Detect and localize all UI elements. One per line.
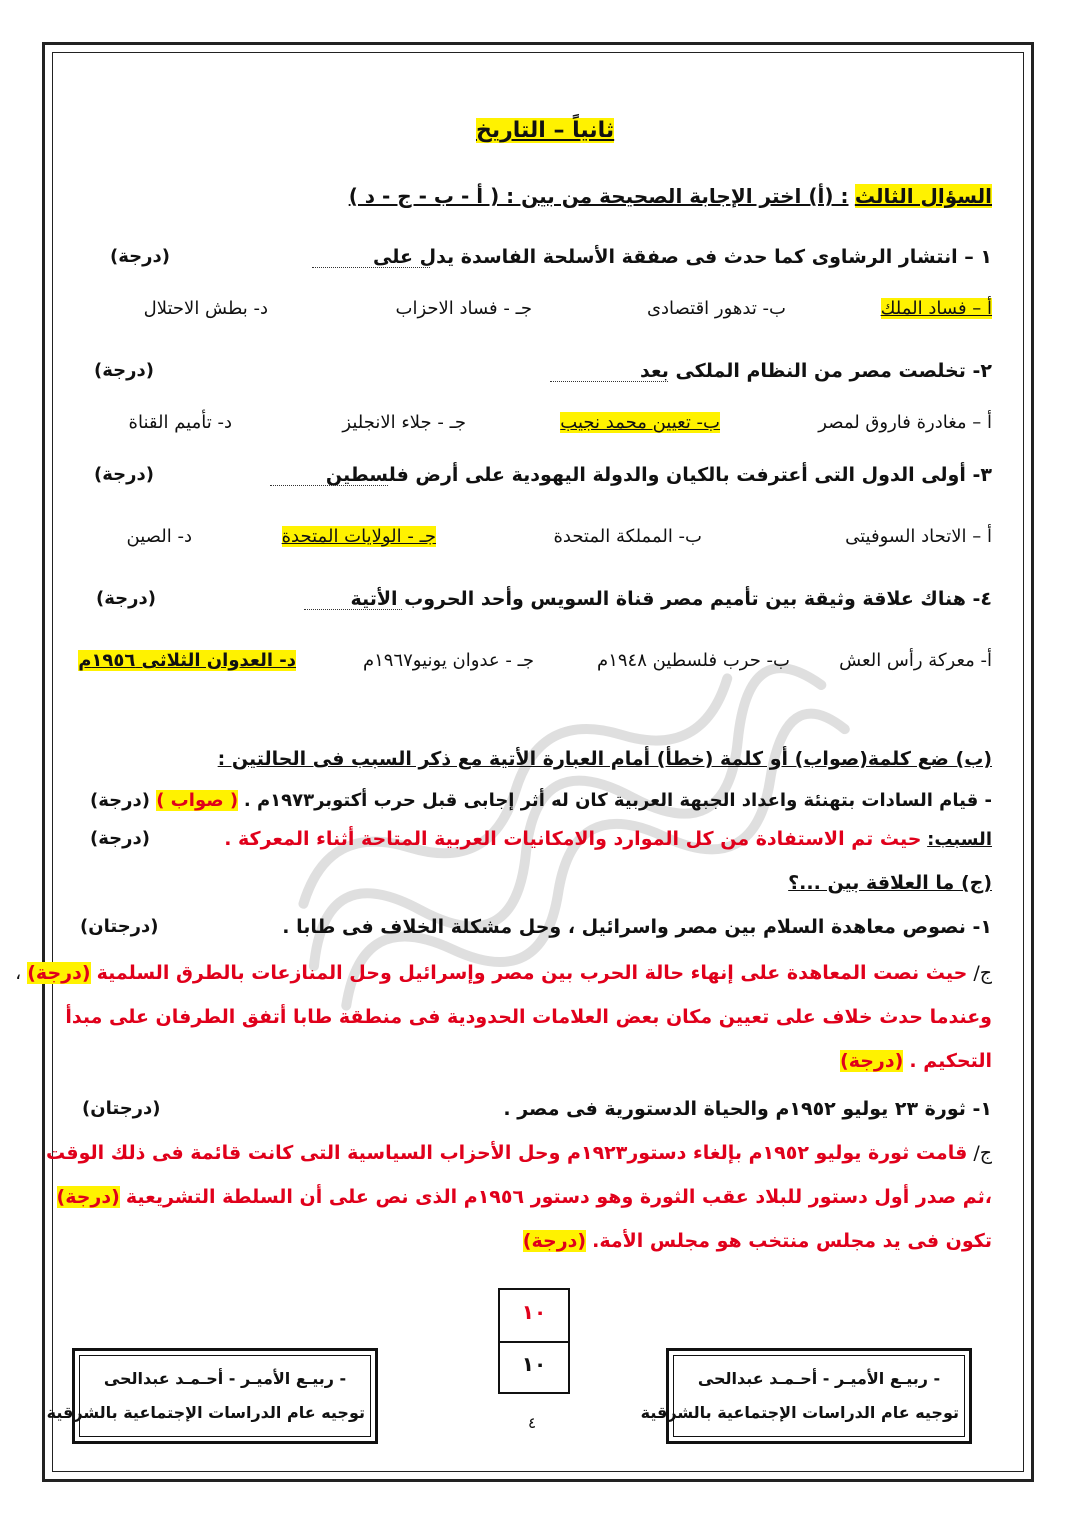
section-title: ثانياً – التاريخ <box>476 118 615 143</box>
score-total: ١٠ <box>521 1352 547 1376</box>
part-b-reason-text: حيث تم الاستفادة من كل الموارد والامكانيات العربية المتاحة أثناء المعركة . <box>224 828 922 850</box>
option-4c: جـ - عدوان يونيو١٩٦٧م <box>362 650 534 671</box>
score-divider <box>500 1341 568 1343</box>
answer-1-text-2: وعندما حدث خلاف على تعيين مكان بعض العلامات الحدودية فى منطقة طابا أتفق الطرفان على مبدأ <box>65 1006 992 1028</box>
answer-blank-2 <box>550 380 668 382</box>
option-1d: د- بطش الاحتلال <box>143 298 268 319</box>
option-4a: أ- معركة رأس العش <box>839 650 992 671</box>
q3-label: السؤال الثالث <box>854 184 992 208</box>
answer-blank-1 <box>312 266 430 268</box>
grade-2: (درجة) <box>94 360 154 381</box>
q3-instruction: : (أ) اختر الإجابة الصحيحة من بين : ( أ - ب - ج - د ) <box>348 184 849 208</box>
page-number: ٤ <box>528 1414 537 1432</box>
part-b-reason-line <box>224 828 992 850</box>
answer-1-grade-2: (درجة) <box>840 1050 904 1072</box>
option-2b: ب- تعيين محمد نجيب <box>560 412 720 433</box>
part-b-statement-line <box>156 790 992 811</box>
q3-header <box>349 184 992 208</box>
part-c-q2-grade: (درجتان) <box>82 1098 161 1119</box>
part-c-question-2: ١- ثورة ٢٣ يوليو ١٩٥٢م والحياة الدستورية فى مصر . <box>503 1098 992 1120</box>
answer-1-comma: ، <box>15 962 22 984</box>
question-1: ١ – انتشار الرشاوى كما حدث فى صفقة الأسلحة الفاسدة يدل على <box>373 246 992 268</box>
signature-left-office: توجيه عام الدراسات الإجتماعية بالشرقية <box>46 1403 365 1422</box>
part-c-answer-2-line-1 <box>46 1142 992 1164</box>
option-1b: ب- تدهور اقتصادى <box>646 298 786 319</box>
option-3b: ب- المملكة المتحدة <box>553 526 702 547</box>
part-c-answer-2-line-2 <box>57 1186 992 1208</box>
part-b-grade-1: (درجة) <box>90 790 150 811</box>
part-b-answer: ( صواب ) <box>156 790 239 811</box>
option-3c: جـ - الولايات المتحدة <box>281 526 436 547</box>
option-2c: جـ - جلاء الانجليز <box>342 412 466 433</box>
part-c-title: (ج) ما العلاقة بين ...؟ <box>788 872 992 894</box>
question-3: ٣- أولى الدول التى أعترفت بالكيان والدولة اليهودية على أرض فلسطين <box>325 464 992 486</box>
answer-2-text-3: تكون فى يد مجلس منتخب هو مجلس الأمة. <box>592 1230 992 1252</box>
option-2a: أ – مغادرة فاروق لمصر <box>818 412 992 433</box>
part-b-reason-label: السبب: <box>927 829 992 850</box>
option-2d: د- تأميم القناة <box>128 412 232 433</box>
part-c-answer-1-line-1 <box>15 962 992 984</box>
answer-blank-4 <box>304 608 402 610</box>
score-box <box>498 1288 570 1394</box>
answer-2-text-2: ،ثم صدر أول دستور للبلاد عقب الثورة وهو دستور ١٩٥٦م الذى نص على أن السلطة التشريعية <box>125 1186 992 1208</box>
option-4b: ب- حرب فلسطين ١٩٤٨م <box>597 650 790 671</box>
signature-box-left <box>46 1348 378 1444</box>
score-earned: ١٠ <box>521 1300 547 1324</box>
option-1c: جـ - فساد الاحزاب <box>395 298 532 319</box>
part-c-answer-1-line-3 <box>840 1050 992 1072</box>
option-3d: د- الصين <box>126 526 192 547</box>
answer-2-grade-2: (درجة) <box>522 1230 587 1252</box>
option-4d: د- العدوان الثلاثى ١٩٥٦م <box>78 650 296 671</box>
answer-2-text-1: قامت ثورة يوليو ١٩٥٢م بإلغاء دستور١٩٢٣م وحل الأحزاب السياسية التى كانت قائمة فى ذلك الوقت <box>46 1142 968 1164</box>
option-3a: أ – الاتحاد السوفيتى <box>845 526 992 547</box>
grade-4: (درجة) <box>96 588 156 609</box>
part-b-title: (ب) ضع كلمة(صواب) أو كلمة (خطأ) أمام العبارة الأتية مع ذكر السبب فى الحالتين : <box>217 748 992 770</box>
grade-3: (درجة) <box>94 464 154 485</box>
part-b-grade-2: (درجة) <box>90 828 150 849</box>
option-1a: أ – فساد الملك <box>880 298 992 319</box>
question-4: ٤- هناك علاقة وثيقة بين تأميم مصر قناة السويس وأحد الحروب الأتية <box>350 588 992 610</box>
question-2: ٢- تخلصت مصر من النظام الملكى بعد <box>640 360 992 382</box>
part-c-answer-2-line-3 <box>523 1230 992 1252</box>
part-c-question-1: ١- نصوص معاهدة السلام بين مصر واسرائيل ، وحل مشكلة الخلاف فى طابا . <box>282 916 992 938</box>
answer-blank-3 <box>270 484 388 486</box>
answer-prefix-2: ج/ <box>973 1142 992 1164</box>
signature-right-names: - ربيـع الأميـر - أحـمـد عبدالحى <box>697 1369 941 1388</box>
signature-right-office: توجيه عام الدراسات الإجتماعية بالشرقية <box>640 1403 959 1422</box>
answer-prefix-1: ج/ <box>973 962 992 984</box>
grade-1: (درجة) <box>110 246 170 267</box>
answer-1-text-1: حيث نصت المعاهدة على إنهاء حالة الحرب بين مصر وإسرائيل وحل المنازعات بالطرق السلمية <box>96 962 968 984</box>
answer-2-grade-1: (درجة) <box>56 1186 120 1208</box>
answer-1-text-3: التحكيم . <box>909 1050 992 1072</box>
answer-1-grade-1: (درجة) <box>27 962 91 984</box>
signature-left-names: - ربيـع الأميـر - أحـمـد عبدالحى <box>103 1369 347 1388</box>
part-b-statement: - قيام السادات بتهنئة واعداد الجبهة العربية كان له أثر إجابى قبل حرب أكتوبر١٩٧٣م . <box>243 790 992 811</box>
signature-box-right <box>640 1348 972 1444</box>
part-c-q1-grade: (درجتان) <box>80 916 159 937</box>
